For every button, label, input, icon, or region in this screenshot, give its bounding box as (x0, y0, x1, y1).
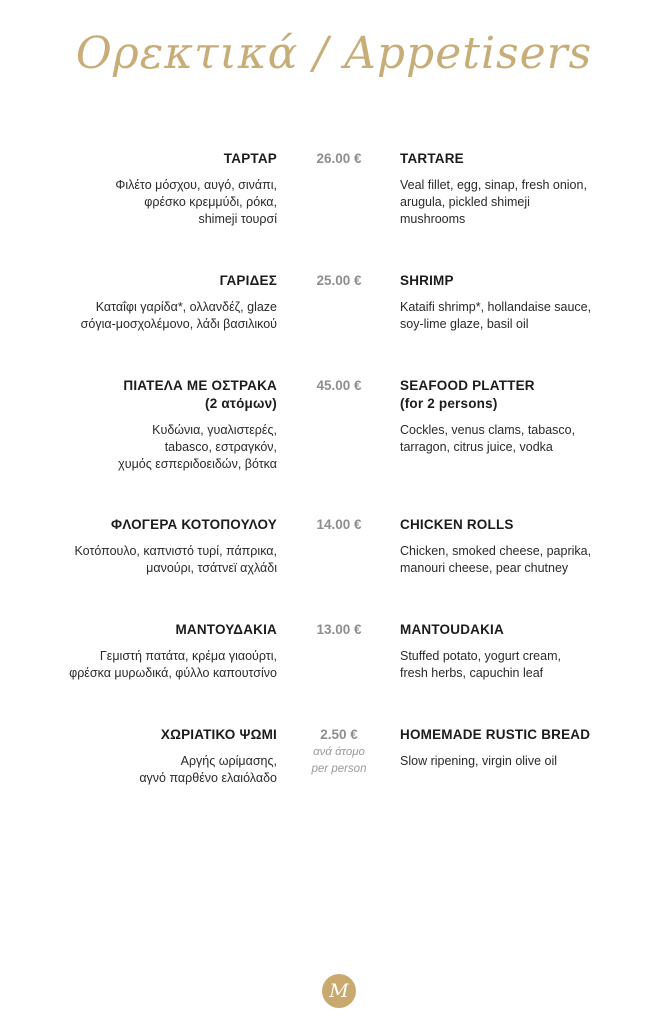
price-note: ανά άτομο per person (311, 746, 367, 775)
greek-dish-name: ΧΩΡΙΑΤΙΚΟ ΨΩΜΙ (160, 727, 277, 742)
price-value: 13.00 € (316, 622, 362, 637)
greek-column (37, 516, 277, 577)
english-dish-name: SEAFOOD PLATTER (for 2 persons) (400, 378, 535, 411)
greek-dish-description: Αργής ωρίμασης, αγνό παρθένο ελαιόλαδο (139, 754, 277, 785)
english-column (400, 621, 632, 682)
english-column (400, 377, 632, 456)
price (300, 377, 378, 395)
price-value: 26.00 € (316, 151, 362, 166)
english-column (400, 516, 632, 577)
greek-dish-name: ΦΛΟΓΕΡΑ ΚΟΤΟΠΟΥΛΟΥ (110, 517, 277, 532)
english-dish-name: HOMEMADE RUSTIC BREAD (400, 727, 591, 742)
price-value: 14.00 € (316, 517, 362, 532)
greek-column (37, 621, 277, 682)
english-column (400, 272, 632, 333)
greek-dish-name: ΓΑΡΙΔΕΣ (219, 273, 277, 288)
greek-dish-name: ΤΑΡΤΑΡ (223, 151, 277, 166)
english-dish-name: TARTARE (400, 151, 464, 166)
english-column (400, 150, 632, 228)
greek-dish-description: Κοτόπουλο, καπνιστό τυρί, πάπρικα, μανούρι, τσάτνεϊ αχλάδι (74, 544, 277, 575)
greek-column (37, 272, 277, 333)
page-title: Ορεκτικά / Appetisers (75, 28, 593, 79)
greek-dish-name: ΠΙΑΤΕΛΑ ΜΕ ΟΣΤΡΑΚΑ (2 ατόμων) (123, 378, 277, 411)
price (300, 150, 378, 168)
english-dish-description: Chicken, smoked cheese, paprika, manouri cheese, pear chutney (400, 544, 592, 575)
english-dish-name: CHICKEN ROLLS (400, 517, 514, 532)
english-dish-description: Cockles, venus clams, tabasco, tarragon, citrus juice, vodka (400, 423, 576, 454)
greek-dish-description: Φιλέτο μόσχου, αυγό, σινάπι, φρέσκο κρεμμύδι, ρόκα, shimeji τουρσί (115, 178, 277, 226)
greek-column (37, 150, 277, 228)
greek-column (37, 377, 277, 473)
greek-dish-description: Καταΐφι γαρίδα*, ολλανδέζ, glaze σόγια-μοσχολέμονο, λάδι βασιλικού (80, 300, 277, 331)
greek-dish-name: ΜΑΝΤΟΥΔΑΚΙΑ (175, 622, 277, 637)
greek-dish-description: Κυδώνια, γυαλιστερές, tabasco, εστραγκόν, χυμός εσπεριδοειδών, βότκα (118, 423, 277, 471)
price-value: 45.00 € (316, 378, 362, 393)
price (300, 726, 378, 778)
greek-column (37, 726, 277, 787)
price (300, 516, 378, 534)
english-dish-description: Veal fillet, egg, sinap, fresh onion, arugula, pickled shimeji mushrooms (400, 178, 587, 226)
restaurant-logo-icon: M (322, 974, 356, 1008)
price-value: 2.50 € (320, 727, 358, 742)
english-column (400, 726, 632, 770)
price (300, 272, 378, 290)
english-dish-name: MANTOUDAKIA (400, 622, 504, 637)
english-dish-description: Stuffed potato, yogurt cream, fresh herbs, capuchin leaf (400, 649, 561, 680)
english-dish-description: Slow ripening, virgin olive oil (400, 754, 558, 768)
english-dish-name: SHRIMP (400, 273, 454, 288)
price-value: 25.00 € (316, 273, 362, 288)
english-dish-description: Kataifi shrimp*, hollandaise sauce, soy-lime glaze, basil oil (400, 300, 592, 331)
greek-dish-description: Γεμιστή πατάτα, κρέμα γιαούρτι, φρέσκα μυρωδικά, φύλλο καπουτσίνο (69, 649, 277, 680)
price (300, 621, 378, 639)
